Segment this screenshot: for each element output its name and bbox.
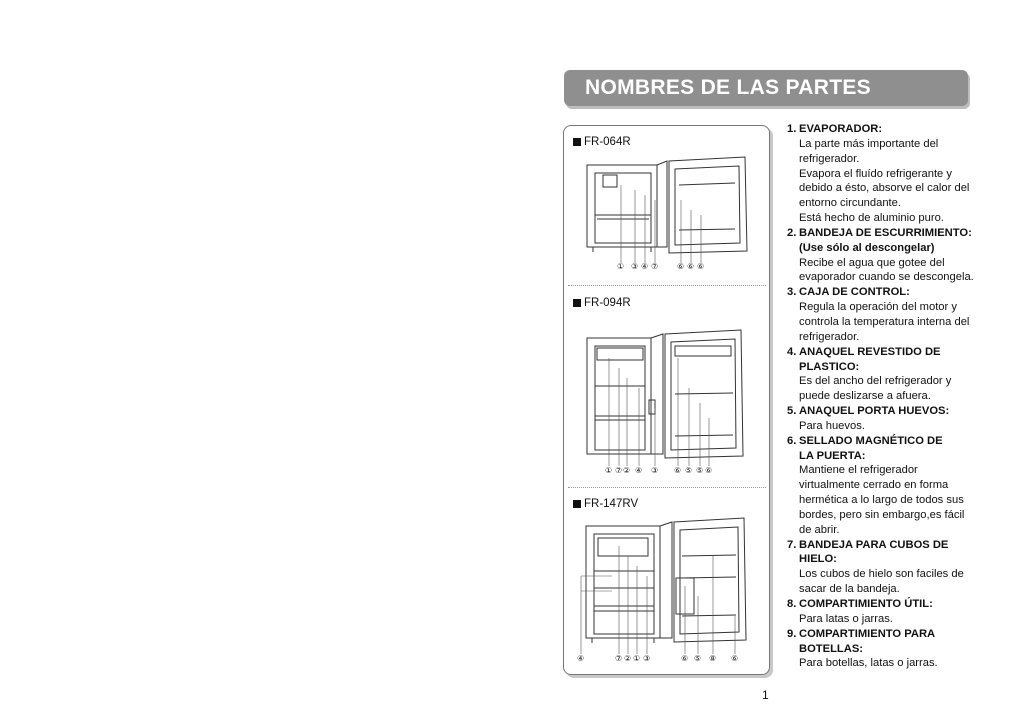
part-item [787, 434, 982, 538]
callout-number: ⑧ [709, 654, 717, 663]
bullet-square-icon [573, 500, 581, 508]
callout-number: ⑦ [651, 262, 659, 271]
fridge-illustration-fr147rv [572, 516, 757, 666]
model-label [573, 498, 638, 510]
panel-divider [568, 487, 766, 488]
part-item [787, 345, 982, 404]
callout-number: ⑦ [615, 466, 623, 475]
part-number: 7. [787, 538, 797, 551]
bullet-square-icon [573, 299, 581, 307]
part-title-cont: HIELO: [799, 553, 837, 566]
callout-number: ⑥ [705, 466, 713, 475]
callout-number: ⑥ [731, 654, 739, 663]
callout-number: ① [633, 654, 641, 663]
callout-number: ⑥ [681, 654, 689, 663]
model-name: FR-094R [584, 297, 631, 309]
model-label [573, 297, 631, 309]
part-title: ANAQUEL PORTA HUEVOS: [799, 405, 950, 418]
part-title-cont: PLASTICO: [799, 360, 860, 373]
part-description: Para huevos. [799, 419, 865, 432]
parts-list [787, 122, 982, 671]
callout-number: ① [605, 466, 613, 475]
bullet-square-icon [573, 138, 581, 146]
part-number: 9. [787, 627, 797, 640]
part-title-cont: (Use sólo al descongelar) [799, 241, 935, 254]
part-item [787, 404, 982, 434]
part-number: 8. [787, 598, 797, 610]
part-description: Mantiene el refrigerador virtualmente cerrado en forma hermética a lo largo de todos sus bordes, pero sin embargo,es fácil de abrir. [799, 464, 965, 536]
part-title: BANDEJA DE ESCURRIMIENTO: [799, 226, 972, 239]
callout-number: ⑥ [677, 262, 685, 271]
part-number: 3. [787, 286, 797, 299]
part-title: COMPARTIMIENTO PARA [799, 627, 936, 640]
callout-number: ⑦ [615, 654, 623, 663]
callout-number: ③ [631, 262, 639, 271]
callout-number: ④ [577, 654, 585, 663]
callout-number: ⑤ [696, 466, 704, 475]
callout-number: ⑥ [697, 262, 705, 271]
part-number: 1. [787, 123, 797, 135]
part-title: BANDEJA PARA CUBOS DE [799, 538, 949, 551]
part-description: La parte más importante del refrigerador. Evapora el fluído refrigerante y debido a ésto, absorve el calor del entorno circundante. Está hecho de aluminio puro. [799, 137, 970, 225]
part-number: 6. [787, 434, 797, 447]
callout-number: ③ [651, 466, 659, 475]
callout-number: ④ [635, 466, 643, 475]
part-title: SELLADO MAGNÉTICO DE [799, 434, 943, 447]
page-number: 1 [762, 688, 769, 702]
part-title: EVAPORADOR: [799, 123, 883, 135]
model-name: FR-064R [584, 136, 631, 148]
page-title: NOMBRES DE LAS PARTES [585, 76, 871, 99]
part-item [787, 226, 982, 285]
part-number: 2. [787, 226, 797, 239]
panel-divider [568, 285, 766, 286]
model-name: FR-147RV [584, 498, 639, 510]
part-description: Recibe el agua que gotee del evaporador cuando se descongela. [799, 256, 974, 284]
callout-number: ③ [643, 654, 651, 663]
part-item [787, 538, 982, 597]
part-description: Para botellas, latas o jarras. [799, 657, 938, 670]
callout-number: ⑥ [674, 466, 682, 475]
part-item [787, 285, 982, 344]
callout-number: ② [624, 654, 632, 663]
section-title-bar [564, 70, 968, 106]
callout-number: ⑤ [694, 654, 702, 663]
part-description: Los cubos de hielo son faciles de sacar de la bandeja. [799, 568, 964, 596]
part-title: COMPARTIMIENTO ÚTIL: [799, 598, 933, 610]
part-number: 4. [787, 345, 797, 358]
fridge-illustration-fr064r [585, 155, 755, 273]
part-title-cont: LA PUERTA: [799, 449, 866, 462]
part-title: CAJA DE CONTROL: [799, 286, 910, 299]
fridge-illustration-fr094r [585, 328, 755, 478]
callout-number: ④ [641, 262, 649, 271]
callout-number: ① [617, 262, 625, 271]
part-number: 5. [787, 405, 797, 418]
part-description: Es del ancho del refrigerador y puede deslizarse a afuera. [799, 375, 952, 403]
part-title: ANAQUEL REVESTIDO DE [799, 345, 941, 358]
part-description: Para latas o jarras. [799, 612, 893, 625]
callout-number: ⑥ [687, 262, 695, 271]
part-item [787, 597, 982, 627]
part-item [787, 122, 982, 226]
part-description: Regula la operación del motor y controla la temperatura interna del refrigerador. [799, 301, 970, 343]
callout-number: ② [623, 466, 631, 475]
model-label [573, 136, 631, 148]
part-title-cont: BOTELLAS: [799, 642, 864, 655]
part-item [787, 627, 982, 672]
callout-number: ⑤ [685, 466, 693, 475]
